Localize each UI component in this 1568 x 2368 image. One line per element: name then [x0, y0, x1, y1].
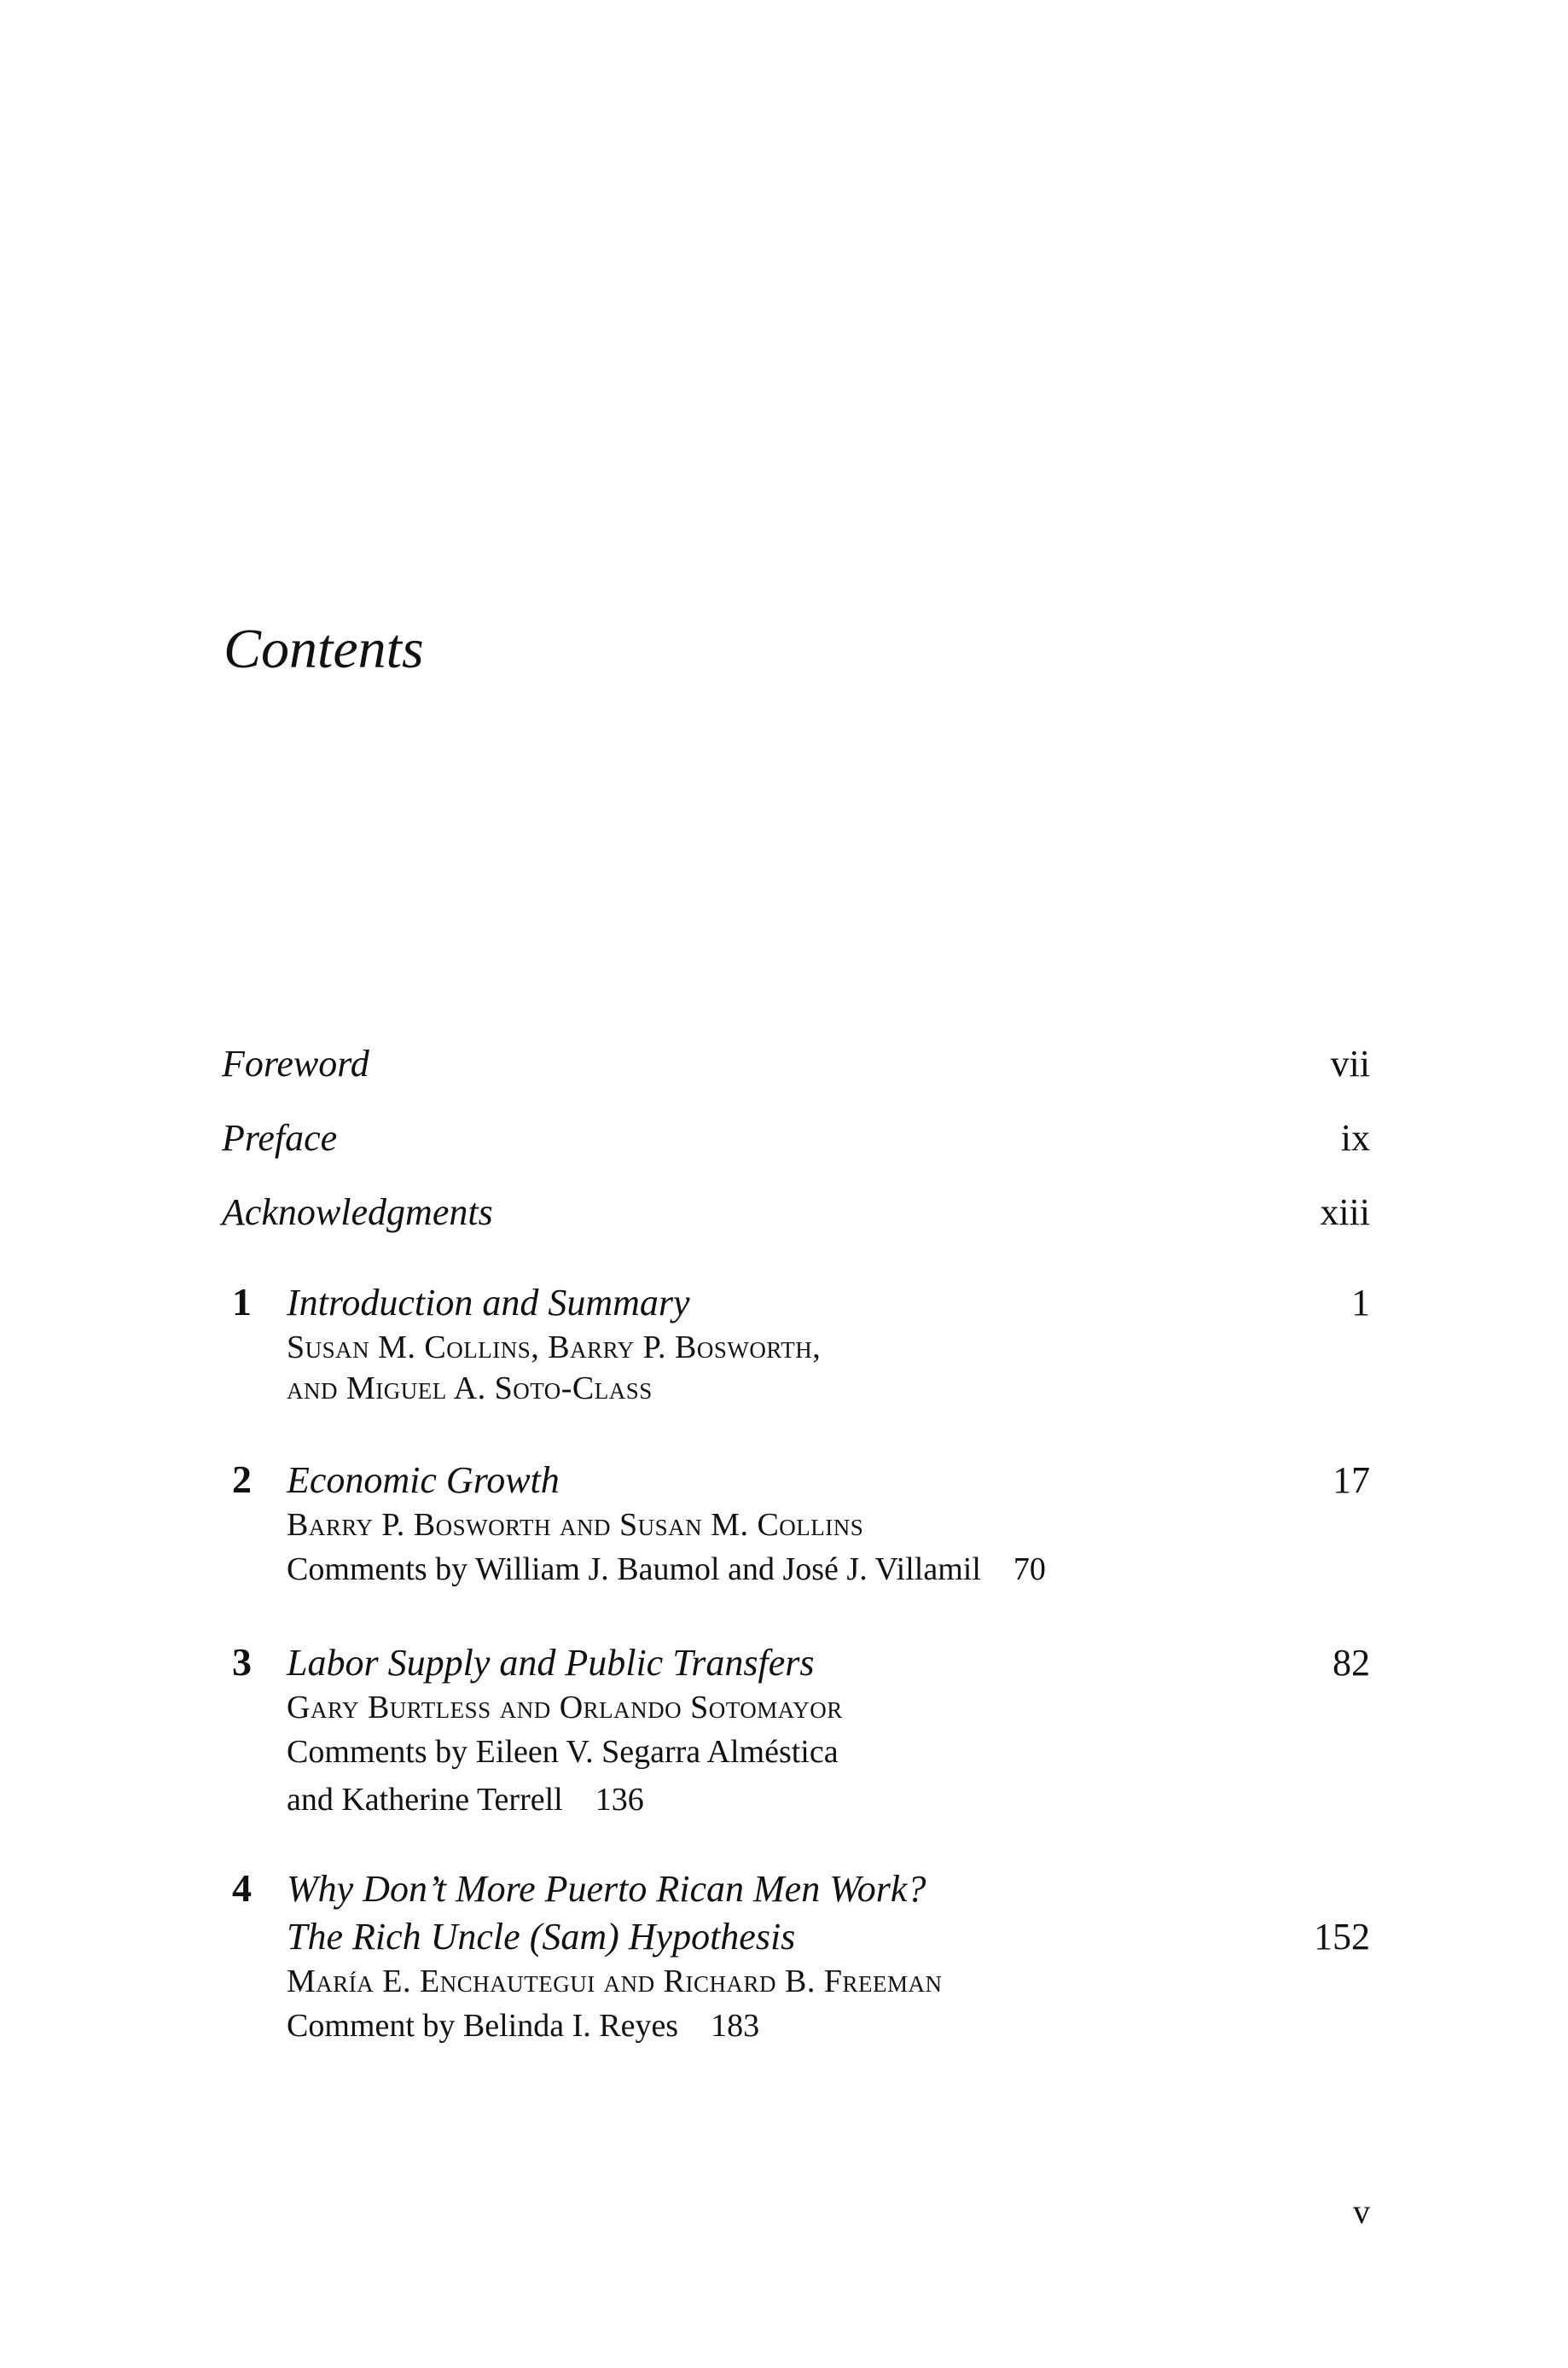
- chapter-title-line: Introduction and Summary: [287, 1282, 690, 1324]
- toc-entry-label: Foreword: [222, 1043, 369, 1085]
- comment-page: 136: [595, 1782, 644, 1818]
- toc-entry-page: xiii: [1320, 1191, 1370, 1233]
- chapter-page: 152: [1314, 1916, 1370, 1958]
- chapter-authors: Susan M. Collins, Barry P. Bosworth,: [287, 1329, 822, 1365]
- toc-entry-preface[interactable]: [222, 1117, 1370, 1159]
- chapter-title-line: Why Don’t More Puerto Rican Men Work?: [287, 1868, 926, 1910]
- toc-chapter-3[interactable]: [232, 1638, 1370, 1824]
- toc-chapter-1[interactable]: [232, 1278, 1370, 1409]
- toc-entry-label: Preface: [222, 1117, 338, 1159]
- toc-entry-acknowledgments[interactable]: [222, 1191, 1370, 1233]
- page-number: v: [1353, 2192, 1370, 2231]
- toc-entry-foreword[interactable]: [222, 1045, 1370, 1083]
- chapter-page: 82: [1333, 1642, 1370, 1684]
- chapter-title: [287, 1865, 1370, 1913]
- page-title: Contents: [224, 618, 424, 680]
- comment-page: 70: [1013, 1551, 1046, 1587]
- chapter-authors: Gary Burtless and Orlando Sotomayor: [287, 1690, 843, 1725]
- chapter-comment: [287, 1728, 1370, 1776]
- chapter-comment: [287, 1545, 1370, 1593]
- toc-chapter-4[interactable]: [232, 1865, 1370, 2050]
- comment-text: Comments by Eileen V. Segarra Alméstica: [287, 1734, 839, 1770]
- chapter-title: [287, 1639, 1333, 1687]
- chapter-authors: María E. Enchautegui and Richard B. Freeman: [287, 1964, 943, 1999]
- chapter-title-line: Labor Supply and Public Transfers: [287, 1642, 815, 1684]
- toc-entry-page: ix: [1340, 1117, 1370, 1159]
- chapter-comment: [287, 1776, 1370, 1824]
- toc-chapter-2[interactable]: [232, 1456, 1370, 1593]
- chapter-title: [287, 1457, 1333, 1504]
- chapter-number: 2: [232, 1457, 252, 1501]
- comment-text: Comment by Belinda I. Reyes: [287, 2008, 679, 2044]
- chapter-title: [287, 1913, 1314, 1961]
- chapter-title-line: The Rich Uncle (Sam) Hypothesis: [287, 1916, 796, 1958]
- comment-text: Comments by William J. Baumol and José J. Villamil: [287, 1551, 981, 1587]
- chapter-authors: and Miguel A. Soto-Class: [287, 1370, 653, 1406]
- comment-text: and Katherine Terrell: [287, 1782, 563, 1818]
- chapter-page: 17: [1333, 1459, 1370, 1501]
- toc-entry-page: vii: [1330, 1043, 1370, 1085]
- chapter-comment: [287, 2002, 1370, 2050]
- chapter-title-line: Economic Growth: [287, 1459, 560, 1501]
- chapter-authors: Barry P. Bosworth and Susan M. Collins: [287, 1507, 864, 1543]
- chapter-title: [287, 1279, 1351, 1327]
- toc-entry-label: Acknowledgments: [222, 1191, 493, 1233]
- comment-page: 183: [711, 2008, 760, 2044]
- chapter-number: 1: [232, 1280, 252, 1324]
- chapter-number: 4: [232, 1866, 252, 1910]
- chapter-page: 1: [1351, 1282, 1370, 1324]
- chapter-number: 3: [232, 1640, 252, 1684]
